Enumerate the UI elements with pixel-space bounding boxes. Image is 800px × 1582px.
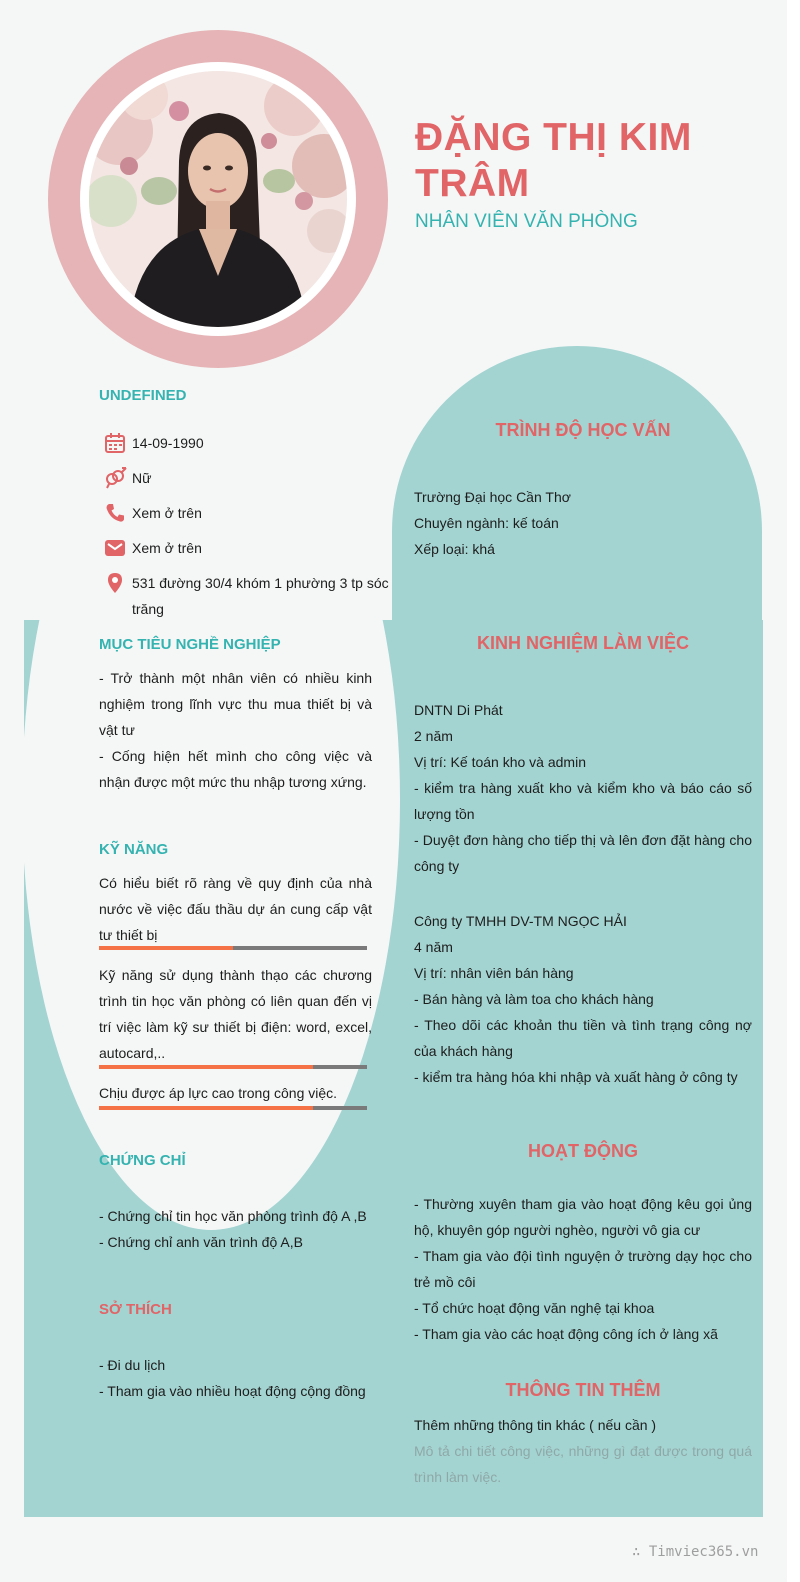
objective-text bbox=[99, 665, 372, 795]
skill-level-bar bbox=[99, 1106, 367, 1110]
extra-info-line: Thêm những thông tin khác ( nếu cần ) bbox=[414, 1417, 657, 1433]
phone-icon bbox=[104, 502, 126, 524]
certificates-heading: CHỨNG CHỈ bbox=[99, 1152, 186, 1169]
job-task: - kiểm tra hàng xuất kho và kiểm kho và báo cáo số lượng tồn bbox=[414, 780, 752, 822]
extra-info-placeholder: Mô tả chi tiết công việc, những gì đạt được trong quá trình làm việc. bbox=[414, 1443, 752, 1485]
objective-heading: MỤC TIÊU NGHỀ NGHIỆP bbox=[99, 636, 281, 653]
experience-heading: KINH NGHIỆM LÀM VIỆC bbox=[476, 633, 689, 653]
certificate-item: - Chứng chỉ tin học văn phòng trình độ A ,B bbox=[99, 1208, 367, 1224]
skill-text: Có hiểu biết rõ ràng về quy định của nhà nước về việc đấu thầu dự án cung cấp vật tư thiết bị bbox=[99, 875, 372, 943]
skill-level-bar bbox=[99, 946, 367, 950]
hobby-item: - Tham gia vào nhiều hoạt động cộng đồng bbox=[99, 1383, 366, 1399]
activity-item: - Tham gia vào đội tình nguyện ở trường dạy học cho trẻ mồ côi bbox=[414, 1248, 752, 1290]
certificates-list bbox=[99, 1203, 389, 1255]
contact-address bbox=[104, 570, 394, 622]
candidate-name: ĐẶNG THỊ KIM TRÂM bbox=[415, 116, 692, 205]
avatar bbox=[89, 71, 347, 327]
birthday-value: 14-09-1990 bbox=[132, 435, 204, 451]
skill-text: Chịu được áp lực cao trong công việc. bbox=[99, 1085, 338, 1101]
teal-arch bbox=[392, 346, 762, 986]
skill-level-fill bbox=[99, 1106, 313, 1110]
education-grade: Xếp loại: khá bbox=[414, 541, 495, 557]
location-icon bbox=[104, 572, 126, 594]
objective-line: - Trở thành một nhân viên có nhiều kinh nghiệm trong lĩnh vực thu mua thiết bị và vật tư bbox=[99, 670, 372, 738]
phone-value: Xem ở trên bbox=[132, 505, 202, 521]
hobby-item: - Đi du lịch bbox=[99, 1357, 166, 1373]
job-position: Vị trí: nhân viên bán hàng bbox=[414, 965, 574, 981]
watermark: ∴ Timviec365.vn bbox=[632, 1544, 759, 1560]
contact-birthday bbox=[104, 430, 394, 456]
job-position: Vị trí: Kế toán kho và admin bbox=[414, 754, 586, 770]
contact-email bbox=[104, 535, 394, 561]
activities-list bbox=[414, 1191, 752, 1347]
gender-icon bbox=[104, 467, 126, 489]
contact-phone bbox=[104, 500, 394, 526]
education-major: Chuyên ngành: kế toán bbox=[414, 515, 559, 531]
address-value: 531 đường 30/4 khóm 1 phường 3 tp sóc trăng bbox=[132, 575, 389, 617]
extra-info bbox=[414, 1412, 752, 1490]
calendar-icon bbox=[104, 432, 126, 454]
certificate-item: - Chứng chỉ anh văn trình độ A,B bbox=[99, 1234, 303, 1250]
hobbies-heading: SỞ THÍCH bbox=[99, 1301, 172, 1318]
skill-text: Kỹ năng sử dụng thành thạo các chương trình tin học văn phòng có liên quan đến vị trí việc làm kỹ sư thiết bị điện: word, excel, autocard,.. bbox=[99, 967, 372, 1061]
extra-info-heading: THÔNG TIN THÊM bbox=[505, 1380, 661, 1400]
skill-level-fill bbox=[99, 946, 233, 950]
job-duration: 2 năm bbox=[414, 728, 453, 744]
activities-heading: HOẠT ĐỘNG bbox=[528, 1141, 638, 1161]
job-task: - Duyệt đơn hàng cho tiếp thị và lên đơn đặt hàng cho công ty bbox=[414, 832, 752, 874]
email-value: Xem ở trên bbox=[132, 540, 202, 556]
gender-value: Nữ bbox=[132, 470, 152, 486]
contact-heading: UNDEFINED bbox=[99, 387, 187, 404]
job-task: - kiểm tra hàng hóa khi nhập và xuất hàng ở công ty bbox=[414, 1069, 738, 1085]
education-details bbox=[414, 484, 752, 562]
job-company: Công ty TMHH DV-TM NGỌC HẢI bbox=[414, 913, 627, 929]
contact-gender bbox=[104, 465, 394, 491]
job-task: - Theo dõi các khoản thu tiền và tình trạng công nợ của khách hàng bbox=[414, 1017, 752, 1059]
avatar-photo bbox=[89, 71, 347, 327]
activity-item: - Tổ chức hoạt động văn nghệ tại khoa bbox=[414, 1300, 655, 1316]
skill-level-fill bbox=[99, 1065, 313, 1069]
experience-job bbox=[414, 697, 752, 879]
job-duration: 4 năm bbox=[414, 939, 453, 955]
avatar-ring bbox=[48, 30, 388, 368]
job-company: DNTN Di Phát bbox=[414, 702, 503, 718]
job-task: - Bán hàng và làm toa cho khách hàng bbox=[414, 991, 654, 1007]
job-title: NHÂN VIÊN VĂN PHÒNG bbox=[415, 211, 638, 232]
skills-heading: KỸ NĂNG bbox=[99, 841, 169, 858]
activity-item: - Tham gia vào các hoạt động công ích ở làng xã bbox=[414, 1326, 718, 1342]
education-heading: TRÌNH ĐỘ HỌC VẤN bbox=[495, 420, 671, 440]
skill-level-bar bbox=[99, 1065, 367, 1069]
hobbies-list bbox=[99, 1352, 389, 1404]
activity-item: - Thường xuyên tham gia vào hoạt động kêu gọi ủng hộ, khuyên góp người nghèo, người vô gia cư bbox=[414, 1196, 752, 1238]
education-school: Trường Đại học Cần Thơ bbox=[414, 489, 571, 505]
email-icon bbox=[104, 537, 126, 559]
objective-line: - Cống hiện hết mình cho công việc và nhận được một mức thu nhập tương xứng. bbox=[99, 748, 372, 790]
experience-job bbox=[414, 908, 752, 1090]
